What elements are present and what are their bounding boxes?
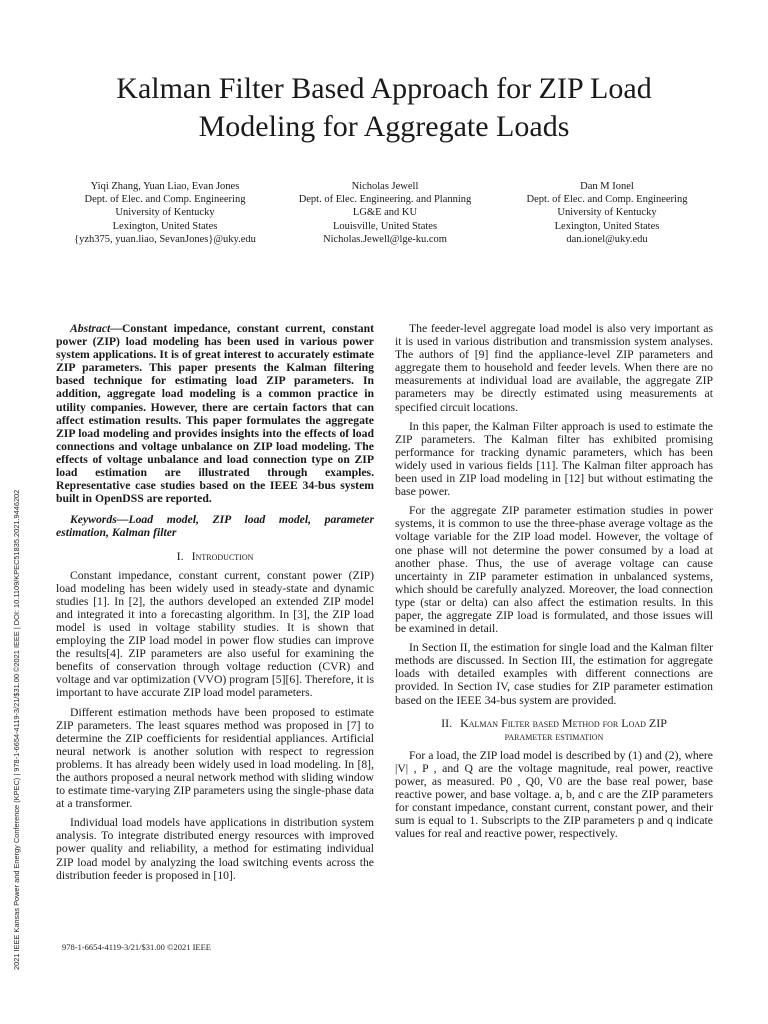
author-affiliation: LG&E and KU — [352, 207, 418, 219]
keywords: Keywords—Load model, ZIP load model, parameter estimation, Kalman filter — [56, 513, 374, 540]
right-column — [395, 322, 713, 846]
body-paragraph: For the aggregate ZIP parameter estimation studies in power systems, it is common to use the three-phase average voltage as the voltage variable for the ZIP load model. However, the voltage of one phase will not determine the power consumed by a load at another phase. Thus, the use of average voltage can cause uncertainty in ZIP parameter estimation in unbalanced systems, which should be carefully analyzed. Moreover, the load connection type (star or delta) can also affect the estimation results. In this paper, the aggregate ZIP load is formulated, and those issues will be examined in detail. — [395, 504, 713, 636]
copyright-footer: 978-1-6654-4119-3/21/$31.00 ©2021 IEEE — [62, 942, 211, 952]
section-title-line1: Kalman Filter based Method for Load ZIP — [460, 715, 667, 730]
author-names: Nicholas Jewell — [351, 181, 419, 192]
section-heading-introduction — [56, 550, 374, 563]
author-location: Lexington, United States — [112, 220, 218, 232]
author-affiliation: University of Kentucky — [557, 207, 657, 219]
author-affiliation: University of Kentucky — [115, 207, 215, 219]
section-heading-method — [395, 717, 713, 743]
body-paragraph: Constant impedance, constant current, constant power (ZIP) load modeling has been widely used in steady-state and dynamic studies [1]. In [2], the authors developed an extended ZIP model and integrated it into a forecasting algorithm. In [3], the ZIP load model is used in voltage stability studies. It is shown that employing the ZIP load model in power flow studies can improve the results[4]. ZIP parameters are also useful for examining the benefits of conservation through voltage reduction (CVR) and voltage and var optimization (VVO) program [5][6]. Therefore, it is important to have accurate ZIP load model parameters. — [56, 568, 374, 700]
paper-title: Kalman Filter Based Approach for ZIP Load Modeling for Aggregate Loads — [116, 72, 652, 143]
author-email: dan.ionel@uky.edu — [566, 233, 648, 245]
conference-sidebar: 2021 IEEE Kansas Power and Energy Conference (KPEC) | 978-1-6654-4119-3/21/$31.00 ©2021 IEEE | DOI: 10.1109/KPEC51835.2021.9446202 — [12, 489, 21, 970]
body-paragraph: Different estimation methods have been proposed to estimate ZIP parameters. The least squares method was proposed in [7] to determine the ZIP coefficients for residential appliances. Artificial neural network is another solution with respect to regression problems. It has already been widely used in load modeling. In [8], the authors proposed a neural network method with sliding window to estimate time-varying ZIP parameters using the single-phase data at a transformer. — [56, 705, 374, 811]
section-number: I. — [176, 548, 184, 563]
author-names: Yiqi Zhang, Yuan Liao, Evan Jones — [90, 181, 240, 192]
author-block-3 — [502, 180, 712, 246]
left-column — [56, 322, 374, 888]
body-paragraph: In this paper, the Kalman Filter approach is used to estimate the ZIP parameters. The Kalman filter has exhibited promising performance for tracking dynamic parameters, which has been widely used in various fields [11]. The Kalman filter approach has been used in ZIP load modeling in [12] but without estimating the base power. — [395, 419, 713, 499]
author-names: Dan M Ionel — [580, 181, 634, 192]
author-dept: Dept. of Elec. Engineering. and Planning — [298, 194, 472, 206]
author-dept: Dept. of Elec. and Comp. Engineering — [84, 194, 246, 206]
body-paragraph: In Section II, the estimation for single load and the Kalman filter methods are discussed. In Section III, the estimation for aggregate loads with detailed examples with different connections are provided. In Section IV, case studies for ZIP parameter estimation based on the IEEE 34-bus system are provided. — [395, 641, 713, 707]
abstract-text: —Constant impedance, constant current, constant power (ZIP) load modeling has been used in various power system applications. It is of great interest to accurately estimate ZIP parameters. This paper presents the Kalman filtering based technique for estimating load ZIP parameters. In addition, aggregate load modeling is a common practice in utility companies. However, there are certain factors that can affect estimation results. This paper formulates the aggregate ZIP load modeling and provides insights into the effects of load connections and voltage unbalance on ZIP load modeling. The effects of voltage unbalance and load connection type on ZIP load estimation are illustrated through examples. Representative case studies based on the IEEE 34-bus system built in OpenDSS are reported. — [56, 322, 374, 506]
abstract-label: Abstract — [70, 322, 111, 335]
author-email: Nicholas.Jewell@lge-ku.com — [323, 233, 447, 245]
section-number: II. — [441, 715, 453, 730]
body-paragraph: For a load, the ZIP load model is described by (1) and (2), where |V| , P , and Q are the voltage magnitude, real power, reactive power, as measured. P0 , Q0, V0 are the base real power, base reactive power, and base voltage. a, b, and c are the ZIP parameters for constant impedance, constant current, constant power, and their sum is equal to 1. Subscripts to the ZIP parameters p and q indicate values for real and reactive power, respectively. — [395, 748, 713, 841]
author-block-1 — [60, 180, 270, 246]
section-title-line2: parameter estimation — [504, 728, 604, 743]
body-paragraph: Individual load models have applications in distribution system analysis. To integrate distributed energy resources with improved power quality and reliability, a method for estimating individual ZIP load model by analyzing the load switching events across the distribution feeder is proposed in [10]. — [56, 816, 374, 882]
author-dept: Dept. of Elec. and Comp. Engineering — [526, 194, 688, 206]
author-location: Louisville, United States — [332, 220, 438, 232]
author-block-2 — [280, 180, 490, 246]
section-title: Introduction — [191, 548, 254, 563]
body-paragraph: The feeder-level aggregate load model is also very important as it is used in various distribution and transmission system analyses. The authors of [9] find the appliance-level ZIP parameters and aggregate them to household and feeder levels. When there are no measurements at individual load are available, the aggregate ZIP parameters may be directly estimated using measurements at specified circuit locations. — [395, 322, 713, 414]
author-email: {yzh375, yuan.liao, SevanJones}@uky.edu — [74, 233, 256, 245]
abstract — [56, 322, 374, 505]
author-location: Lexington, United States — [554, 220, 660, 232]
